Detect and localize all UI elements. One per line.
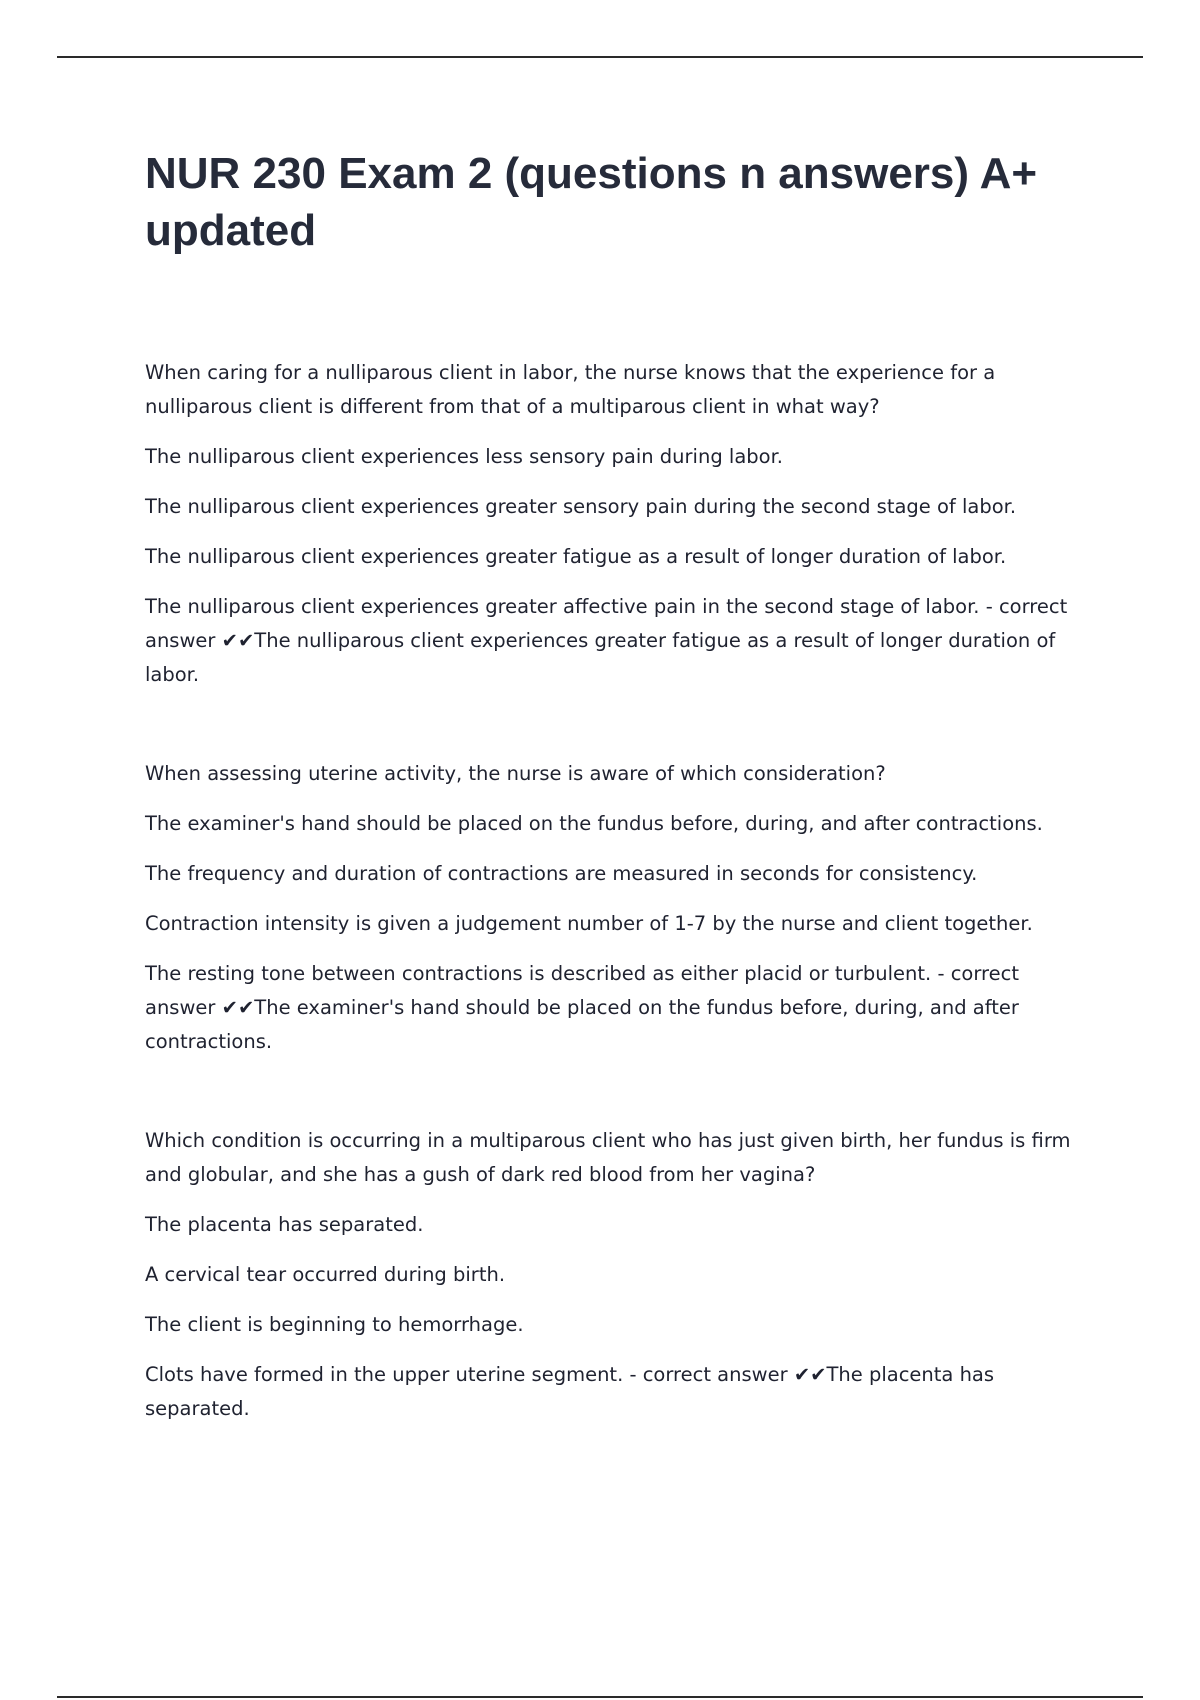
answer-option: The nulliparous client experiences less sensory pain during labor. (145, 445, 783, 468)
answer-option: A cervical tear occurred during birth. (145, 1263, 506, 1286)
answer-option: The examiner's hand should be placed on the fundus before, during, and after contractions. (145, 812, 1043, 835)
qa-block-2 (145, 757, 1085, 1059)
answer-option: The client is beginning to hemorrhage. (145, 1313, 524, 1336)
answer-option: The nulliparous client experiences greater fatigue as a result of longer duration of labor. (145, 545, 1007, 568)
answer-option: The placenta has separated. (145, 1213, 424, 1236)
document-title: NUR 230 Exam 2 (questions n answers) A+ updated (145, 149, 1038, 255)
qa-block-1 (145, 356, 1085, 692)
question-text: Which condition is occurring in a multiparous client who has just given birth, her fundus is firm and globular, and she has a gush of dark red blood from her vagina? (145, 1129, 1071, 1186)
bottom-rule (57, 1696, 1143, 1698)
answer-option-with-correct-answer: The nulliparous client experiences greater affective pain in the second stage of labor. - correct answer ✔✔The nulliparous client experiences greater fatigue as a result of longer duration of labor. (145, 595, 1068, 686)
answer-option: The nulliparous client experiences greater sensory pain during the second stage of labor. (145, 495, 1017, 518)
answer-option: The frequency and duration of contractions are measured in seconds for consistency. (145, 862, 978, 885)
top-rule (57, 56, 1143, 58)
answer-option-with-correct-answer: The resting tone between contractions is described as either placid or turbulent. - correct answer ✔✔The examiner's hand should be placed on the fundus before, during, and after contractions. (145, 962, 1019, 1053)
question-text: When assessing uterine activity, the nurse is aware of which consideration? (145, 762, 886, 785)
qa-block-3 (145, 1124, 1085, 1426)
answer-option: Contraction intensity is given a judgement number of 1-7 by the nurse and client together. (145, 912, 1033, 935)
question-text: When caring for a nulliparous client in labor, the nurse knows that the experience for a nulliparous client is different from that of a multiparous client in what way? (145, 361, 996, 418)
answer-option-with-correct-answer: Clots have formed in the upper uterine segment. - correct answer ✔✔The placenta has separated. (145, 1363, 995, 1420)
